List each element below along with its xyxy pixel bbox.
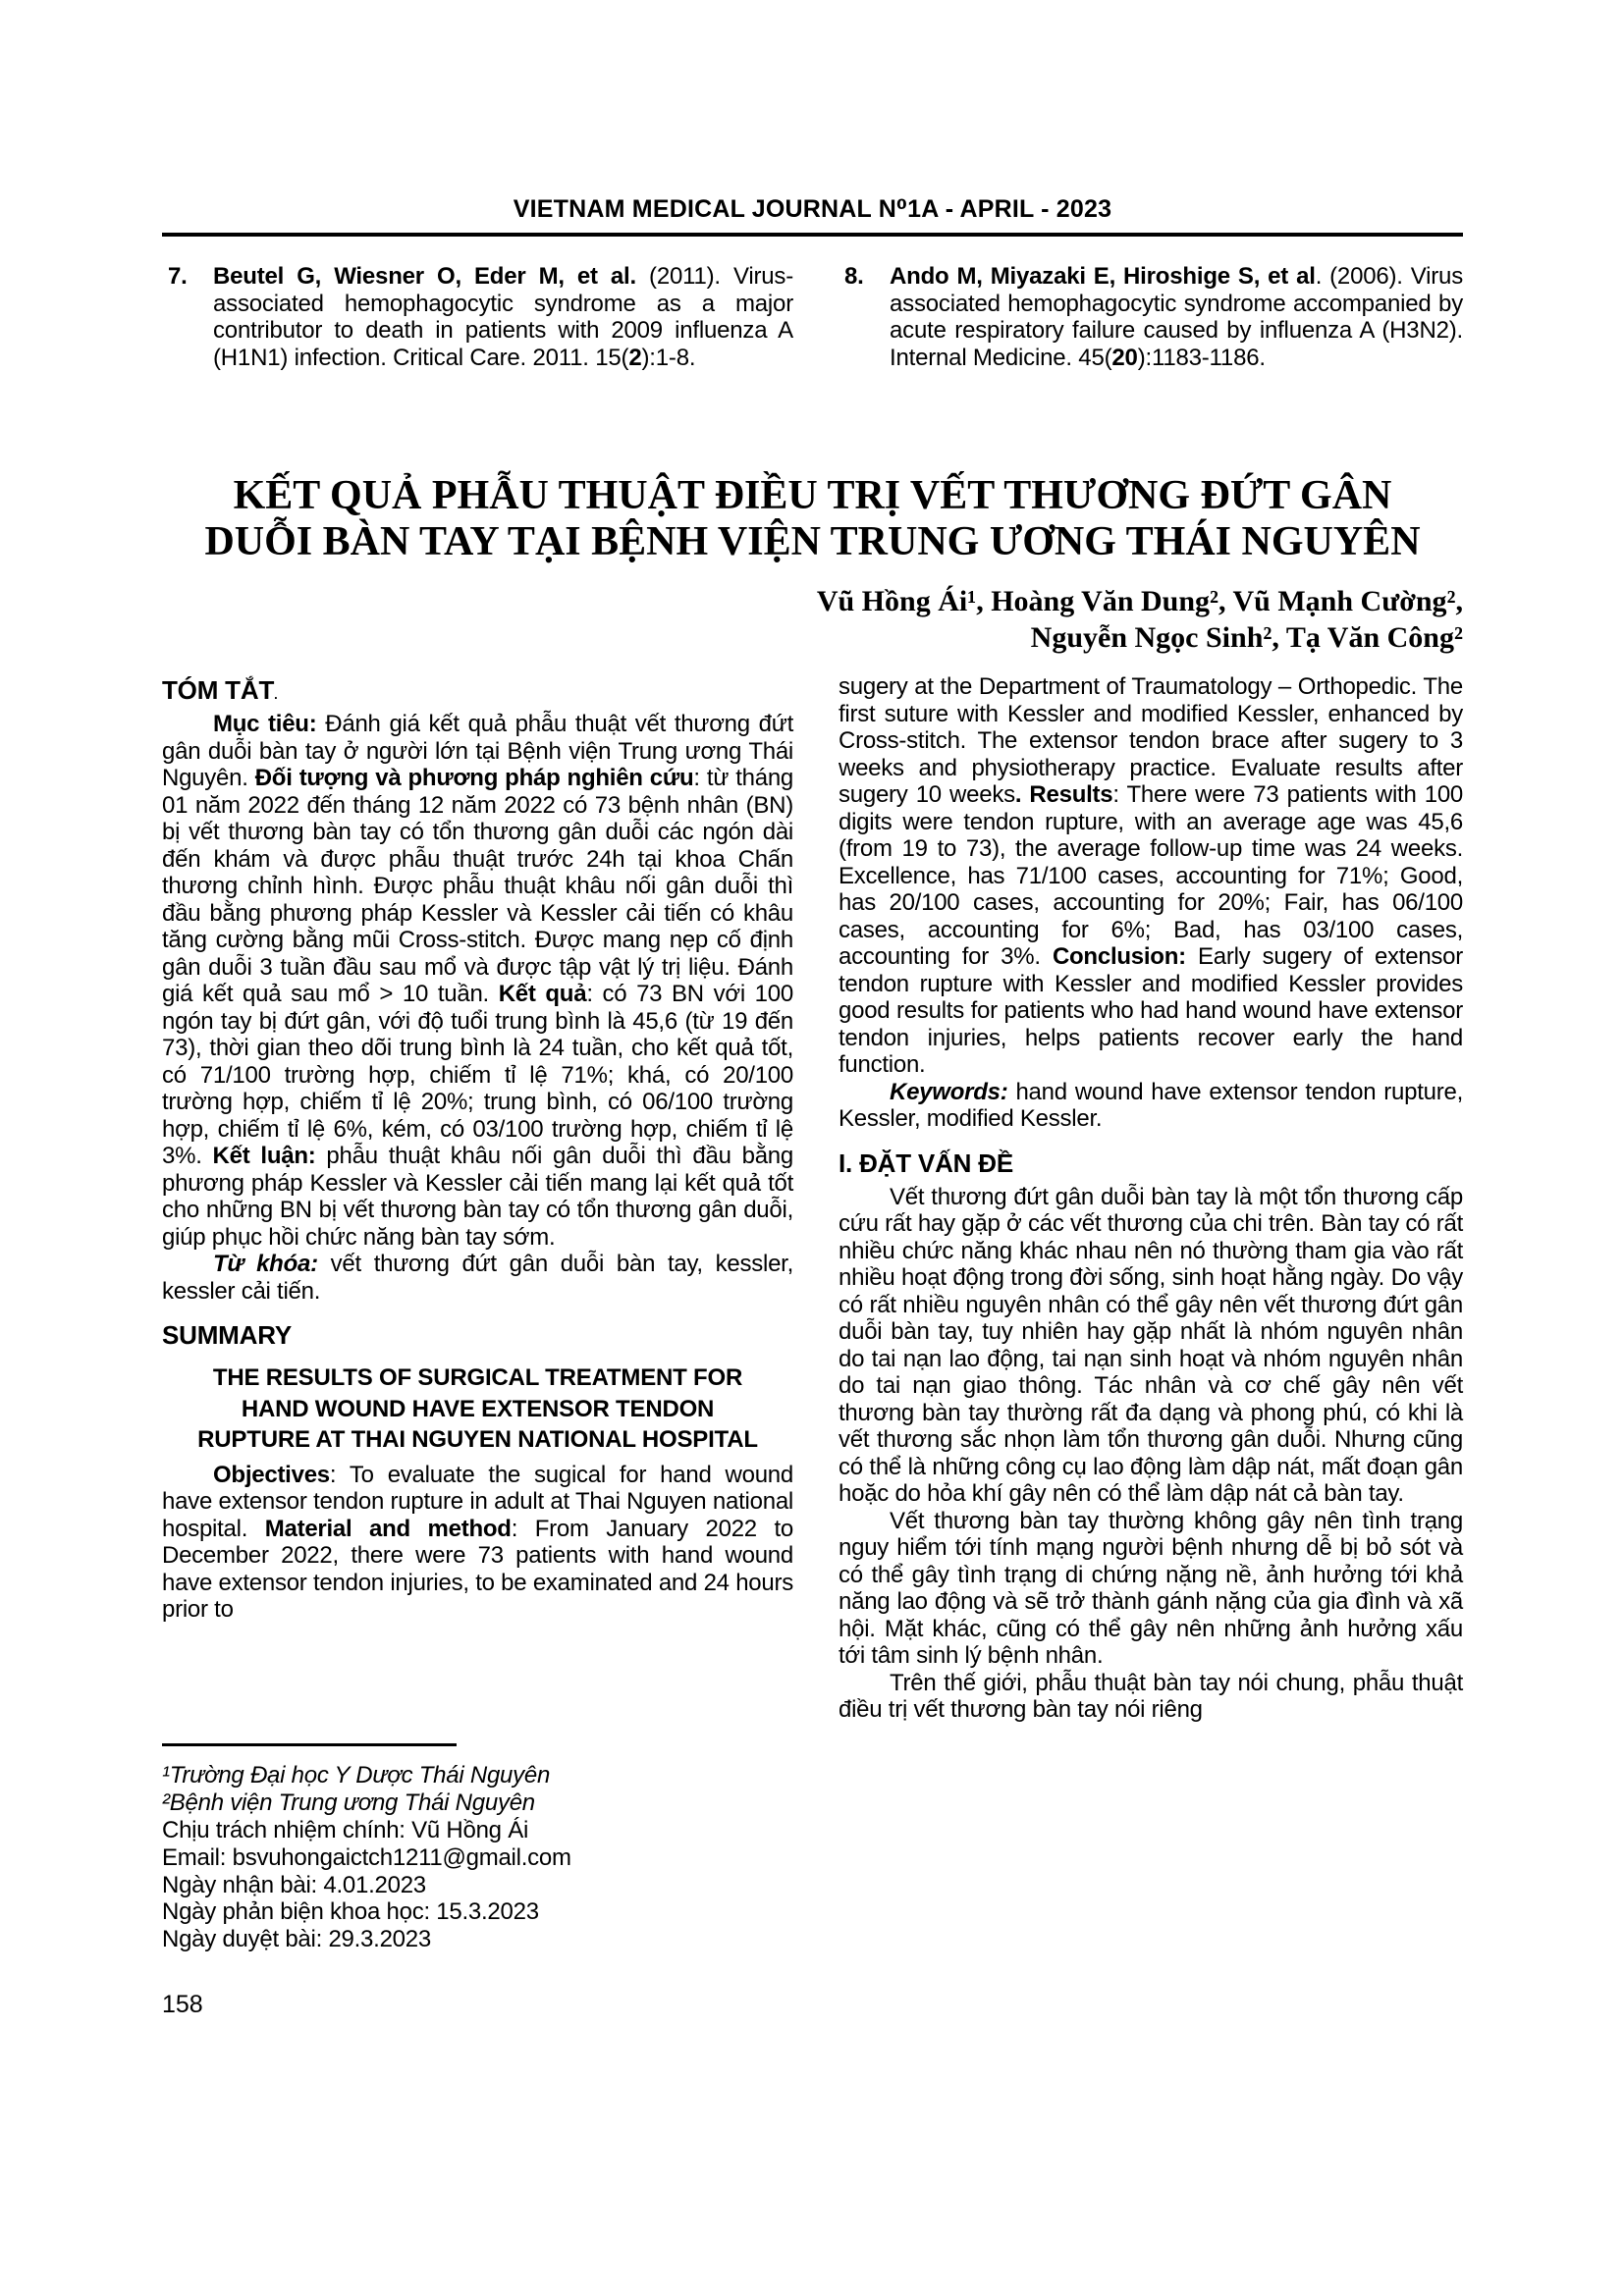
article-title-vi [162,473,1463,565]
intro-paragraph-3: Trên thế giới, phẫu thuật bàn tay nói chung, phẫu thuật điều trị vết thương bàn tay nói riêng [839,1669,1463,1723]
summary-heading: SUMMARY [162,1320,292,1350]
intro-paragraph-1: Vết thương đứt gân duỗi bàn tay là một tổn thương cấp cứu rất hay gặp ở các vết thương của chi trên. Bàn tay có rất nhiều chức năng khác nhau nên nó thường tham gia vào rất nhiều hoạt động trong đời sống, sinh hoạt hằng ngày. Do vậy có rất nhiều nguyên nhân có thể gây nên vết thương đứt gân duỗi bàn tay, tuy nhiên hay gặp nhất là nhóm nguyên nhân do tai nạn lao động, tai nạn sinh hoạt và nhóm nguyên nhân do tai nạn giao thông. Tác nhân và cơ chế gây nên vết thương bàn tay thường rất đa dạng và phong phú, có khi là vết thương sắc nhọn làm tổn thương gân duỗi. Nhưng cũng có thể là những công cụ lao động làm dập nát, mất đoạn gân hoặc do hỏa khí gây nên có thể làm dập nát cả bàn tay. [839,1183,1463,1507]
reference-text-8: Ando M, Miyazaki E, Hiroshige S, et al. (2006). Virus associated hemophagocytic syndrome accompanied by acute respiratory failure caused by influenza A (H3N2). Internal Medicine. 45(20):1183-1186. [890,263,1463,371]
footnote-block [162,1735,793,1953]
two-column-body [162,673,1463,1953]
footnote-review-date: Ngày phản biện khoa học: 15.3.2023 [162,1898,539,1926]
footnote-corresponding-author: Chịu trách nhiệm chính: Vũ Hồng Ái [162,1817,529,1844]
article-title-vi-line1: KẾT QUẢ PHẪU THUẬT ĐIỀU TRỊ VẾT THƯƠNG ĐỨT GÂN [233,473,1392,518]
header-rule [162,233,1463,237]
abstract-heading-text: TÓM TẮT [162,675,275,705]
reference-number-7: 7. [168,263,188,290]
authors-line2: Nguyễn Ngọc Sinh², Tạ Văn Công² [1030,621,1463,654]
right-column [839,673,1463,1724]
reference-number-8: 8. [844,263,864,290]
journal-header [162,194,1463,224]
authors-line1: Vũ Hồng Ái¹, Hoàng Văn Dung², Vũ Mạnh Cường², [816,585,1463,617]
summary-paragraph-right: sugery at the Department of Traumatology – Orthopedic. The first suture with Kessler and modified Kessler, enhanced by Cross-stitch. The extensor tendon brace after sugery to 3 weeks and physiotherapy practice. Evaluate results after sugery 10 weeks. Results: There were 73 patients with 100 digits were tendon rupture, with an average age was 45,6 (from 19 to 73), the average follow-up time was 24 weeks. Excellence, has 71/100 cases, accounting for 71%; Good, has 20/100 cases, accounting for 20%; Fair, has 06/100 cases, accounting for 6%; Bad, has 03/100 cases, accounting for 3%. Conclusion: Early sugery of extensor tendon rupture with Kessler and modified Kessler provides good results for patients who had hand wound have extensor tendon injuries, helps patients recover early the hand function. [839,673,1464,1078]
article-title-vi-line2: DUỖI BÀN TAY TẠI BỆNH VIỆN TRUNG ƯƠNG THÁI NGUYÊN [204,519,1421,564]
summary-title-en: THE RESULTS OF SURGICAL TREATMENT FOR HAND WOUND HAVE EXTENSOR TENDON RUPTURE AT THAI NGUYEN NATIONAL HOSPITAL [197,1364,758,1453]
references-row [162,263,1463,371]
footnote-accepted-date: Ngày duyệt bài: 29.3.2023 [162,1926,431,1953]
footnote-email: Email: bsvuhongaictch1211@gmail.com [162,1843,571,1871]
page-number: 158 [162,1991,203,2018]
journal-title: VIETNAM MEDICAL JOURNAL N⁰1A - APRIL - 2023 [513,195,1112,223]
footnote-rule [162,1743,457,1746]
reference-item-7 [162,263,793,371]
intro-paragraph-2: Vết thương bàn tay thường không gây nên tình trạng nguy hiểm tới tính mạng người bệnh nhưng dễ bị bỏ sót và có thể gây tình trạng di chứng nặng nề, ảnh hưởng tới khả năng lao động và sẽ trở thành gánh nặng của gia đình và xã hội. Mặt khác, cũng có thể gây nên những ảnh hưởng xấu tới tâm sinh lý bệnh nhân. [839,1507,1463,1669]
keywords-vi: Từ khóa: vết thương đứt gân duỗi bàn tay, kessler, kessler cải tiến. [162,1251,794,1305]
keywords-en: Keywords: hand wound have extensor tendon rupture, Kessler, modified Kessler. [839,1078,1463,1132]
footnote-affiliation-2: ²Bệnh viện Trung ương Thái Nguyên [162,1789,535,1817]
summary-paragraph-left: Objectives: To evaluate the sugical for hand wound have extensor tendon rupture in adult at Thai Nguyen national hospital. Material and method: From January 2022 to December 2022, there were 73 patients with hand wound have extensor tendon injuries, to be examinated and 24 hours prior to [162,1461,794,1623]
footnote-affiliation-1: ¹Trường Đại học Y Dược Thái Nguyên [162,1762,551,1789]
abstract-paragraph: Mục tiêu: Đánh giá kết quả phẫu thuật vết thương đứt gân duỗi bàn tay ở người lớn tại Bệnh viện Trung ương Thái Nguyên. Đối tượng và phương pháp nghiên cứu: từ tháng 01 năm 2022 đến tháng 12 năm 2022 có 73 bệnh nhân (BN) bị vết thương bàn tay có tổn thương gân duỗi các ngón dài đến khám và được phẫu thuật trước 24h tại khoa Chấn thương chỉnh hình. Được phẫu thuật khâu nối gân duỗi thì đầu bằng phương pháp Kessler và Kessler cải tiến có khâu tăng cường bằng mũi Cross-stitch. Được mang nẹp cố định gân duỗi 3 tuần đầu sau mổ và được tập vật lý trị liệu. Đánh giá kết quả sau mổ > 10 tuần. Kết quả: có 73 BN với 100 ngón tay bị đứt gân, với độ tuổi trung bình là 45,6 (từ 19 đến 73), thời gian theo dõi trung bình là 24 tuần, cho kết quả tốt, có 71/100 trường hợp, chiếm tỉ lệ 71%; khá, có 20/100 trường hợp, chiếm tỉ lệ 20%; trung bình, có 06/100 trường hợp, chiếm tỉ lệ 6%, kém, có 03/100 trường hợp, chiếm tỉ lệ 3%. Kết luận: phẫu thuật khâu nối gân duỗi thì đầu bằng phương pháp Kessler và Kessler cải tiến mang lại kết quả tốt cho những BN bị vết thương bàn tay có tổn thương gân duỗi, giúp phục hồi chức năng bàn tay sớm. [162,711,794,1251]
reference-text-7: Beutel G, Wiesner O, Eder M, et al. (2011). Virus-associated hemophagocytic syndrome as a major contributor to death in patients with 2009 influenza A (H1N1) infection. Critical Care. 2011. 15(2):1-8. [213,263,793,371]
abstract-heading-mark: . [274,687,278,702]
reference-item-8 [839,263,1463,371]
left-column [162,673,793,1953]
authors-block [162,583,1463,656]
page-content [162,0,1463,2296]
footnote-received-date: Ngày nhận bài: 4.01.2023 [162,1871,426,1898]
introduction-heading: I. ĐẶT VẤN ĐỀ [839,1148,1013,1178]
abstract-heading [162,675,793,706]
